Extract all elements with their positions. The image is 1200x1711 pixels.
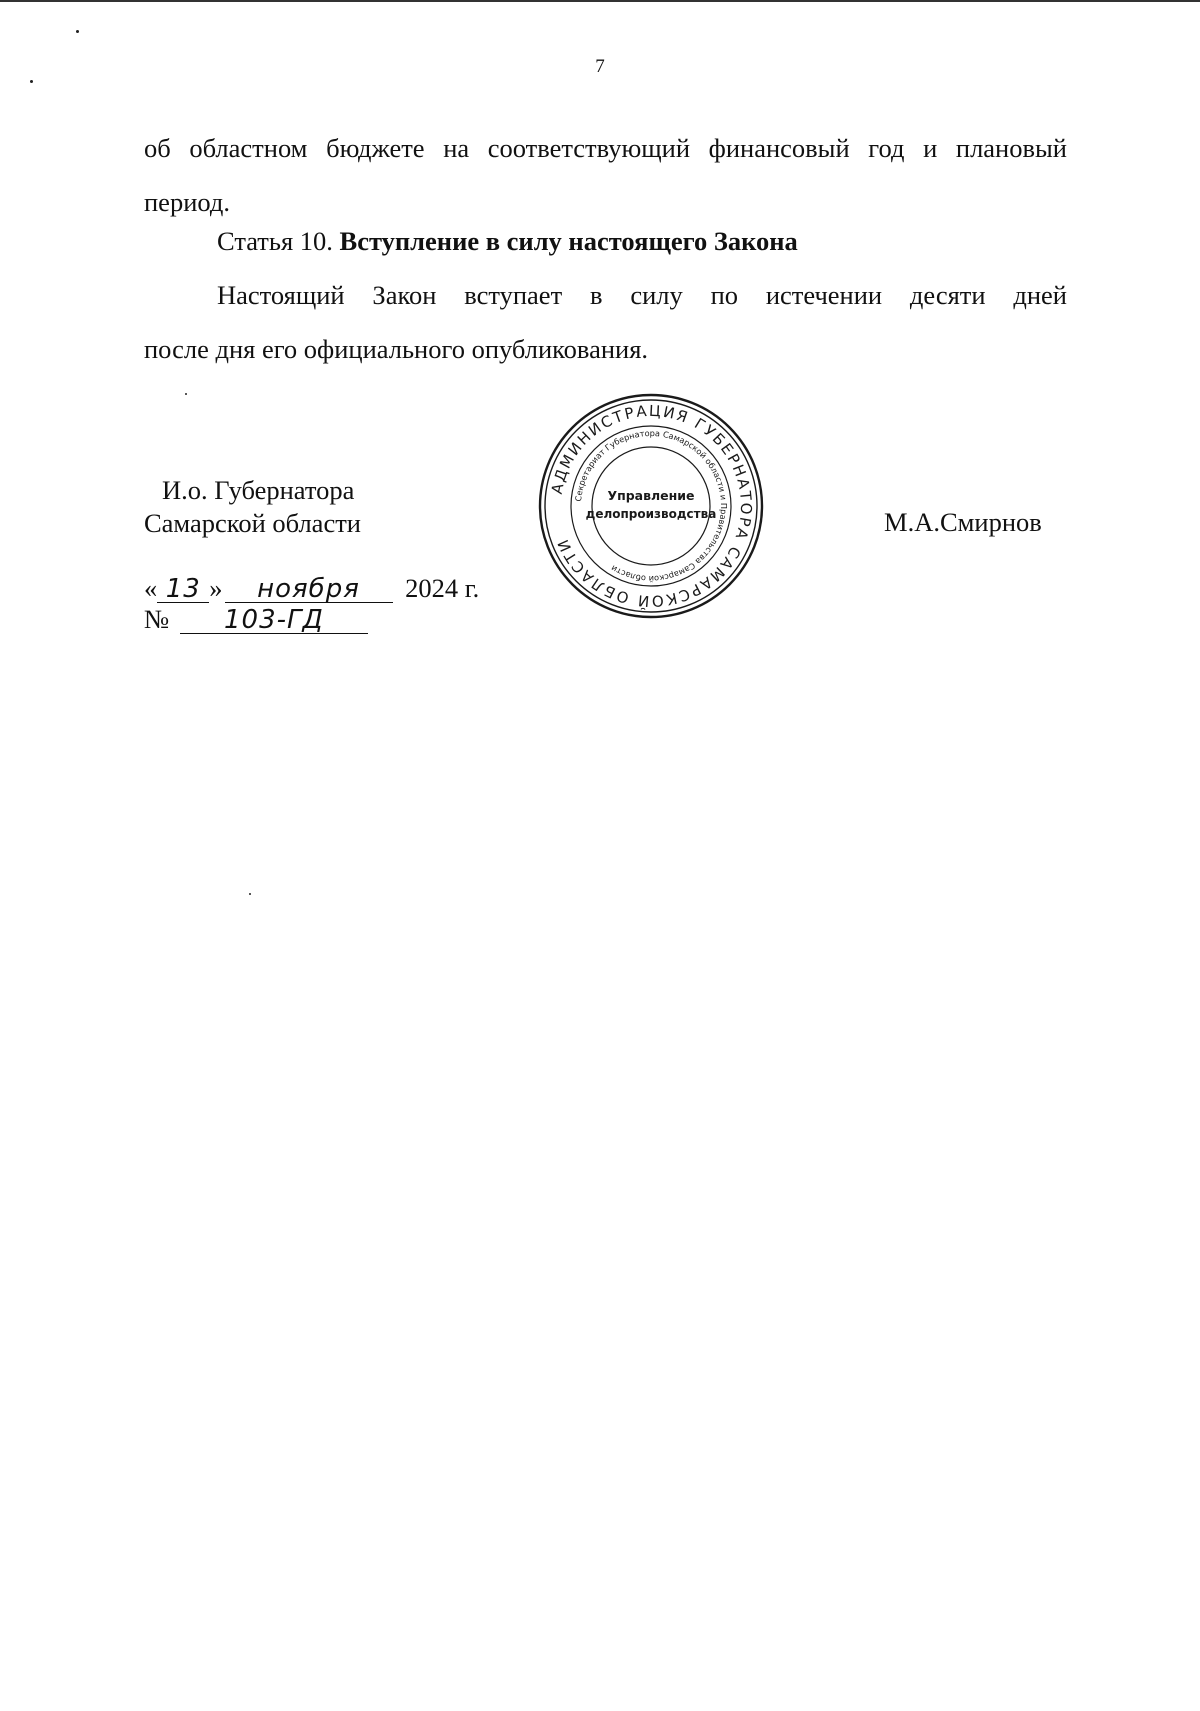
page-number: 7 (595, 56, 605, 77)
date-close-quote: » (209, 573, 223, 603)
article-heading (217, 226, 798, 257)
article-body (144, 268, 1067, 376)
stamp-inner-ring (592, 447, 710, 565)
signatory-name: М.А.Смирнов (884, 507, 1042, 537)
stamp-inner-text: Секретариат Губернатора Самарской области и Правительства Самарской области (573, 427, 730, 585)
scan-top-edge (0, 0, 1200, 2)
paragraph-continuation (144, 121, 1067, 229)
stamp-center-line2: делопроизводства (585, 507, 717, 521)
stamp-center-line1: Управление (607, 488, 695, 503)
signatory-title-line2: Самарской области (144, 508, 361, 538)
law-number (144, 604, 368, 634)
stamp-middle-ring (571, 426, 731, 586)
law-number-handwritten: 103-ГД (180, 607, 368, 634)
paragraph-line: об областном бюджете на соответствующий финансовый год и плановый (144, 133, 1067, 163)
scan-speck (76, 30, 79, 33)
paragraph-line: период. (144, 187, 230, 217)
signatory-title-line1: И.о. Губернатора (162, 475, 355, 505)
number-symbol: № (144, 604, 170, 634)
date-year: 2024 г. (405, 573, 480, 603)
date-day-handwritten: 13 (157, 576, 209, 603)
paragraph-line: Настоящий Закон вступает в силу по истечении десяти дней (217, 280, 1067, 310)
signatory-title (144, 474, 361, 540)
official-stamp (538, 393, 764, 619)
stamp-outer-text: АДМИНИСТРАЦИЯ ГУБЕРНАТОРА САМАРСКОЙ ОБЛАСТИ (547, 401, 756, 611)
scan-speck (30, 80, 33, 83)
paragraph-line: после дня его официального опубликования. (144, 334, 649, 364)
signing-date (144, 573, 479, 603)
article-title: Вступление в силу настоящего Закона (339, 226, 798, 256)
date-month-handwritten: ноября (225, 576, 393, 603)
scan-speck (249, 893, 251, 895)
article-number: Статья 10. (217, 226, 333, 256)
date-open-quote: « (144, 573, 158, 603)
scan-speck (185, 393, 187, 395)
